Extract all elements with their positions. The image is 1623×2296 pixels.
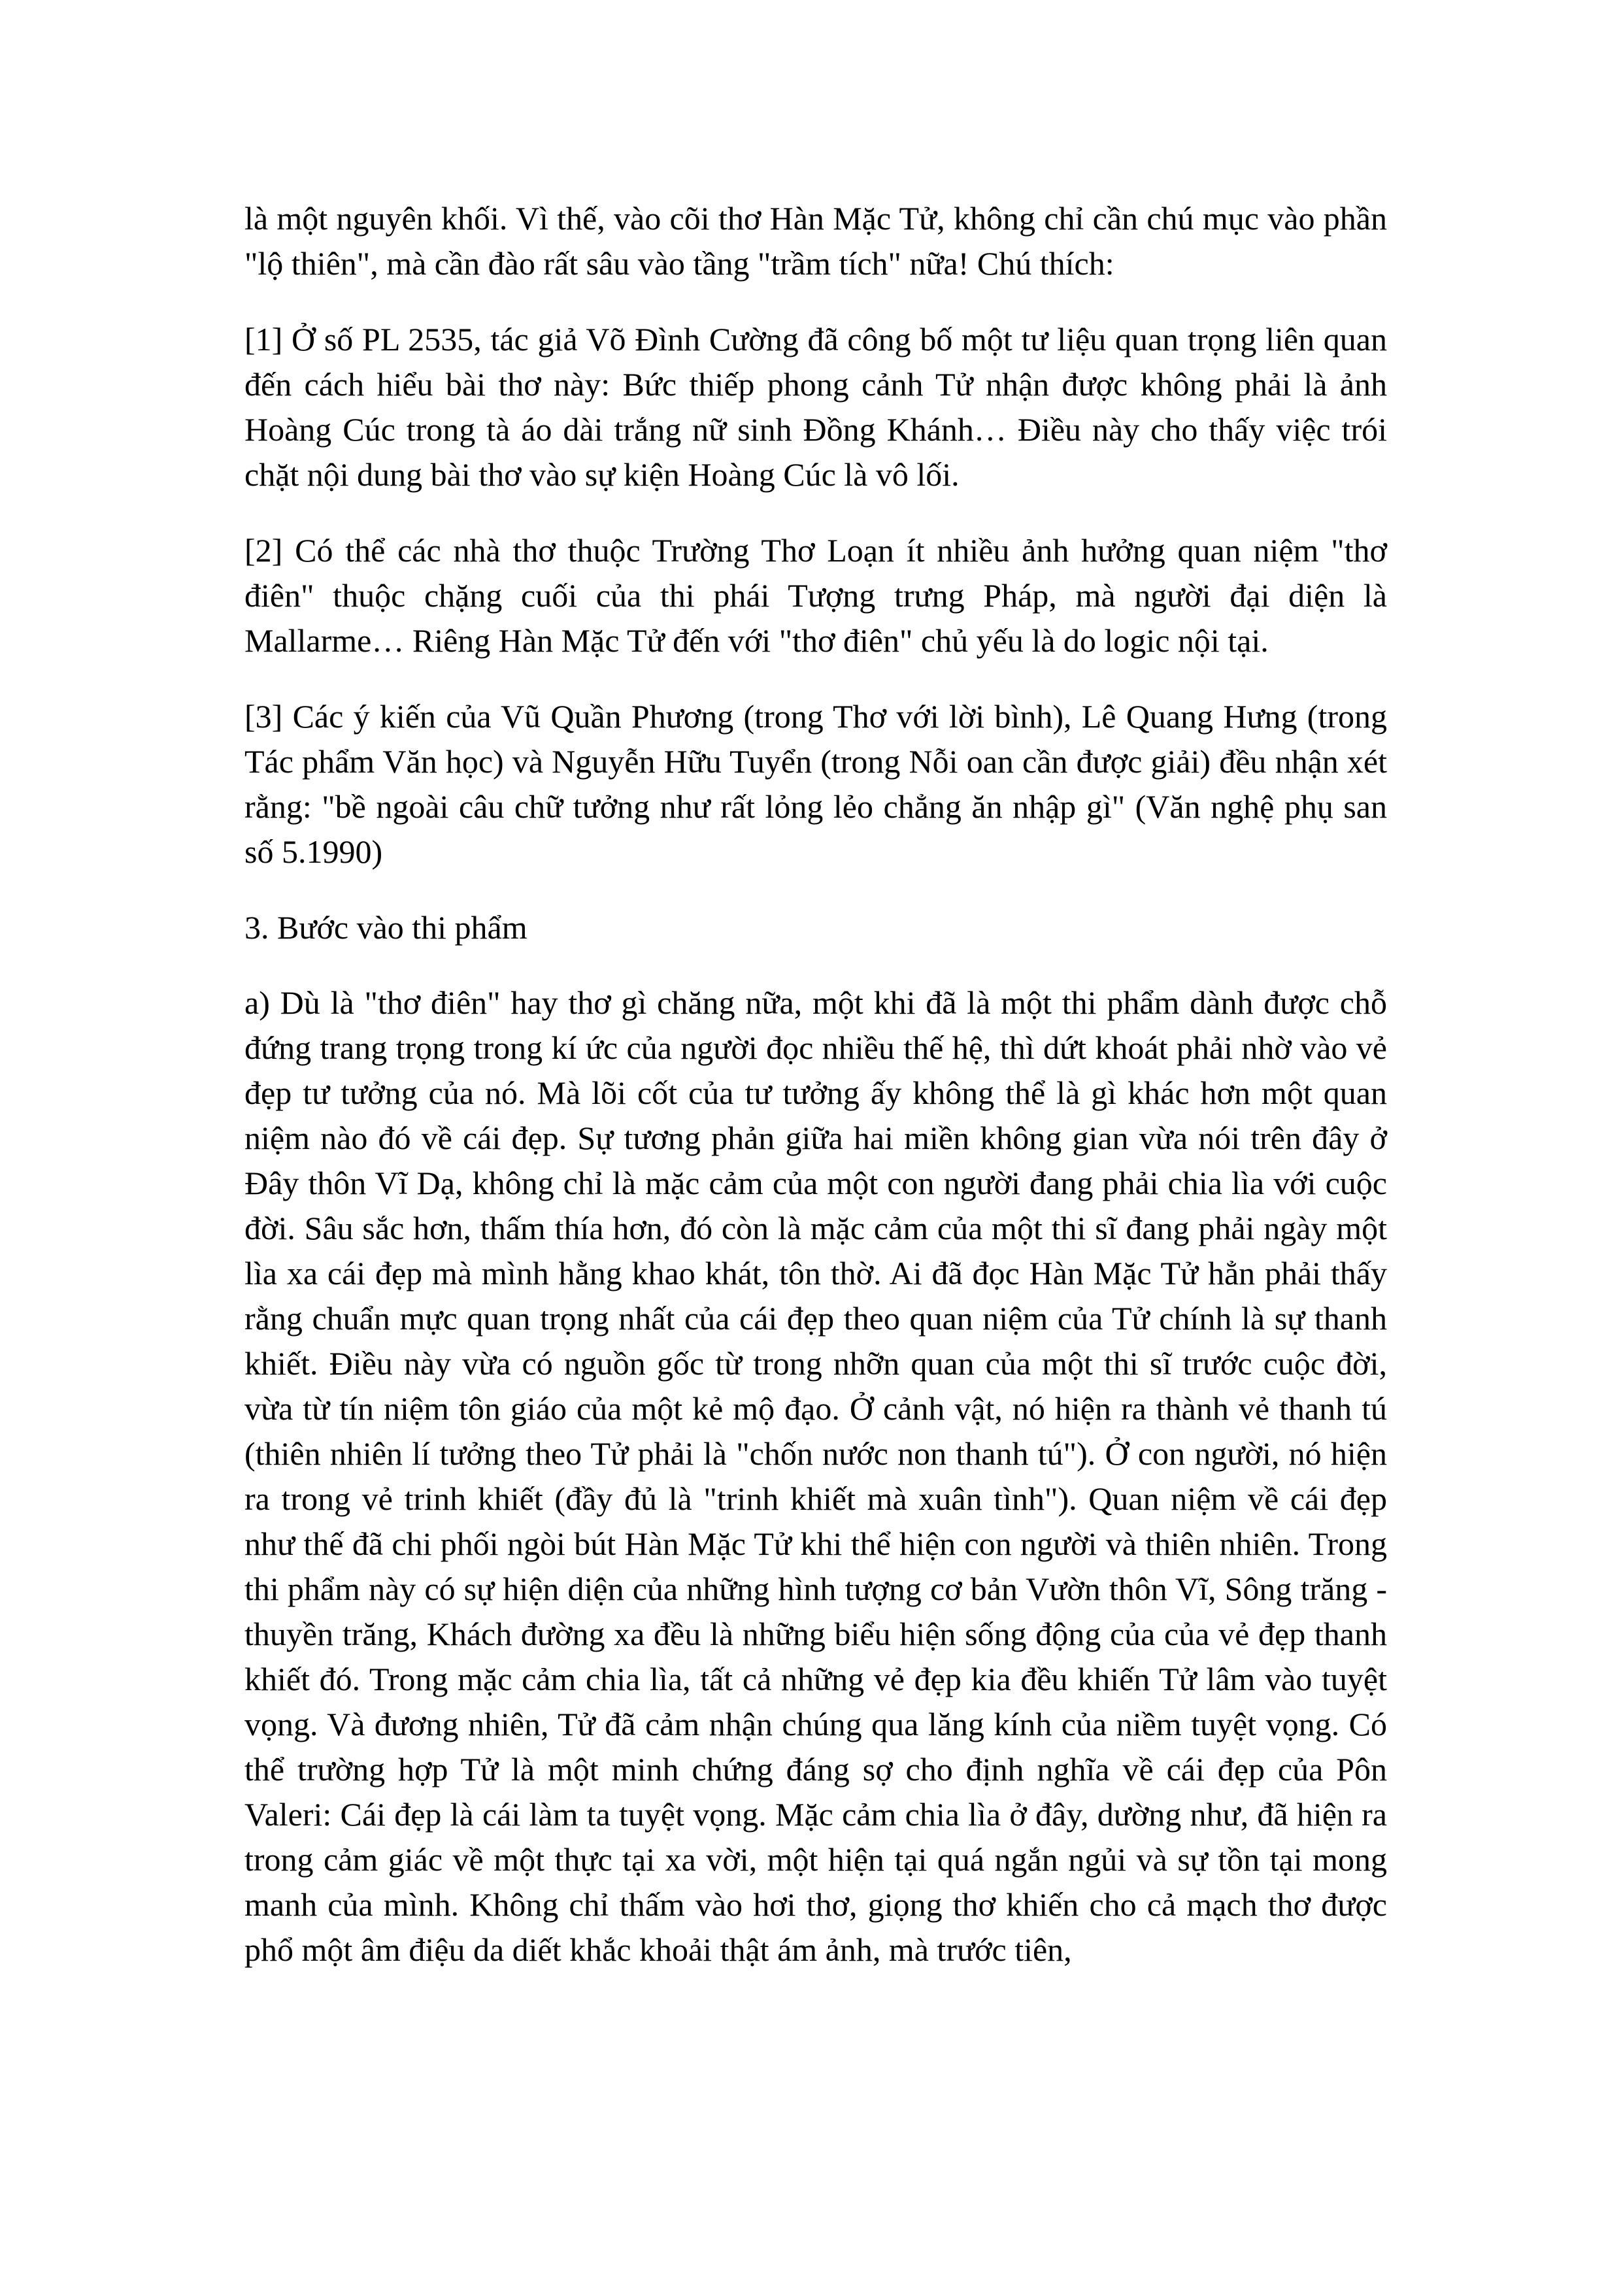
paragraph-section-a: a) Dù là "thơ điên" hay thơ gì chăng nữa, một khi đã là một thi phẩm dành được chỗ đứng trang trọng trong kí ức của người đọc nhiều thế hệ, thì dứt khoát phải nhờ vào vẻ đẹp tư tưởng của nó. Mà lõi cốt của tư tưởng ấy không thể là gì khác hơn một quan niệm nào đó về cái đẹp. Sự tương phản giữa hai miền không gian vừa nói trên đây ở Đây thôn Vĩ Dạ, không chỉ là mặc cảm của một con người đang phải chia lìa với cuộc đời. Sâu sắc hơn, thấm thía hơn, đó còn là mặc cảm của một thi sĩ đang phải ngày một lìa xa cái đẹp mà mình hằng khao khát, tôn thờ. Ai đã đọc Hàn Mặc Tử hẳn phải thấy rằng chuẩn mực quan trọng nhất của cái đẹp theo quan niệm của Tử chính là sự thanh khiết. Điều này vừa có nguồn gốc từ trong nhỡn quan của một thi sĩ trước cuộc đời, vừa từ tín niệm tôn giáo của một kẻ mộ đạo. Ở cảnh vật, nó hiện ra thành vẻ thanh tú (thiên nhiên lí tưởng theo Tử phải là "chốn nước non thanh tú"). Ở con người, nó hiện ra trong vẻ trinh khiết (đầy đủ là "trinh khiết mà xuân tình"). Quan niệm về cái đẹp như thế đã chi phối ngòi bút Hàn Mặc Tử khi thể hiện con người và thiên nhiên. Trong thi phẩm này có sự hiện diện của những hình tượng cơ bản Vườn thôn Vĩ, Sông trăng - thuyền trăng, Khách đường xa đều là những biểu hiện sống động của của vẻ đẹp thanh khiết đó. Trong mặc cảm chia lìa, tất cả những vẻ đẹp kia đều khiến Tử lâm vào tuyệt vọng. Và đương nhiên, Tử đã cảm nhận chúng qua lăng kính của niềm tuyệt vọng. Có thể trường hợp Tử là một minh chứng đáng sợ cho định nghĩa về cái đẹp của Pôn Valeri: Cái đẹp là cái làm ta tuyệt vọng. Mặc cảm chia lìa ở đây, dường như, đã hiện ra trong cảm giác về một thực tại xa vời, một hiện tại quá ngắn ngủi và sự tồn tại mong manh của mình. Không chỉ thấm vào hơi thơ, giọng thơ khiến cho cả mạch thơ được phổ một âm điệu da diết khắc khoải thật ám ảnh, mà trước tiên, <box>244 984 1387 1968</box>
footnote-2: [2] Có thể các nhà thơ thuộc Trường Thơ Loạn ít nhiều ảnh hưởng quan niệm "thơ điên" thuộc chặng cuối của thi phái Tượng trưng Pháp, mà người đại diện là Mallarme… Riêng Hàn Mặc Tử đến với "thơ điên" chủ yếu là do logic nội tại. <box>244 532 1387 659</box>
footnote-1: [1] Ở số PL 2535, tác giả Võ Đình Cường đã công bố một tư liệu quan trọng liên quan đến cách hiểu bài thơ này: Bức thiếp phong cảnh Tử nhận được không phải là ảnh Hoàng Cúc trong tà áo dài trắng nữ sinh Đồng Khánh… Điều này cho thấy việc trói chặt nội dung bài thơ vào sự kiện Hoàng Cúc là vô lối. <box>244 321 1387 493</box>
document-body <box>244 196 1387 1972</box>
section-heading: 3. Bước vào thi phẩm <box>244 909 527 946</box>
footnote-3: [3] Các ý kiến của Vũ Quần Phương (trong Thơ với lời bình), Lê Quang Hưng (trong Tác phẩm Văn học) và Nguyễn Hữu Tuyển (trong Nỗi oan cần được giải) đều nhận xét rằng: "bề ngoài câu chữ tưởng như rất lỏng lẻo chẳng ăn nhập gì" (Văn nghệ phụ san số 5.1990) <box>244 698 1387 870</box>
paragraph-intro-continuation: là một nguyên khối. Vì thế, vào cõi thơ Hàn Mặc Tử, không chỉ cần chú mục vào phần "lộ thiên", mà cần đào rất sâu vào tầng "trầm tích" nữa! Chú thích: <box>244 200 1387 282</box>
